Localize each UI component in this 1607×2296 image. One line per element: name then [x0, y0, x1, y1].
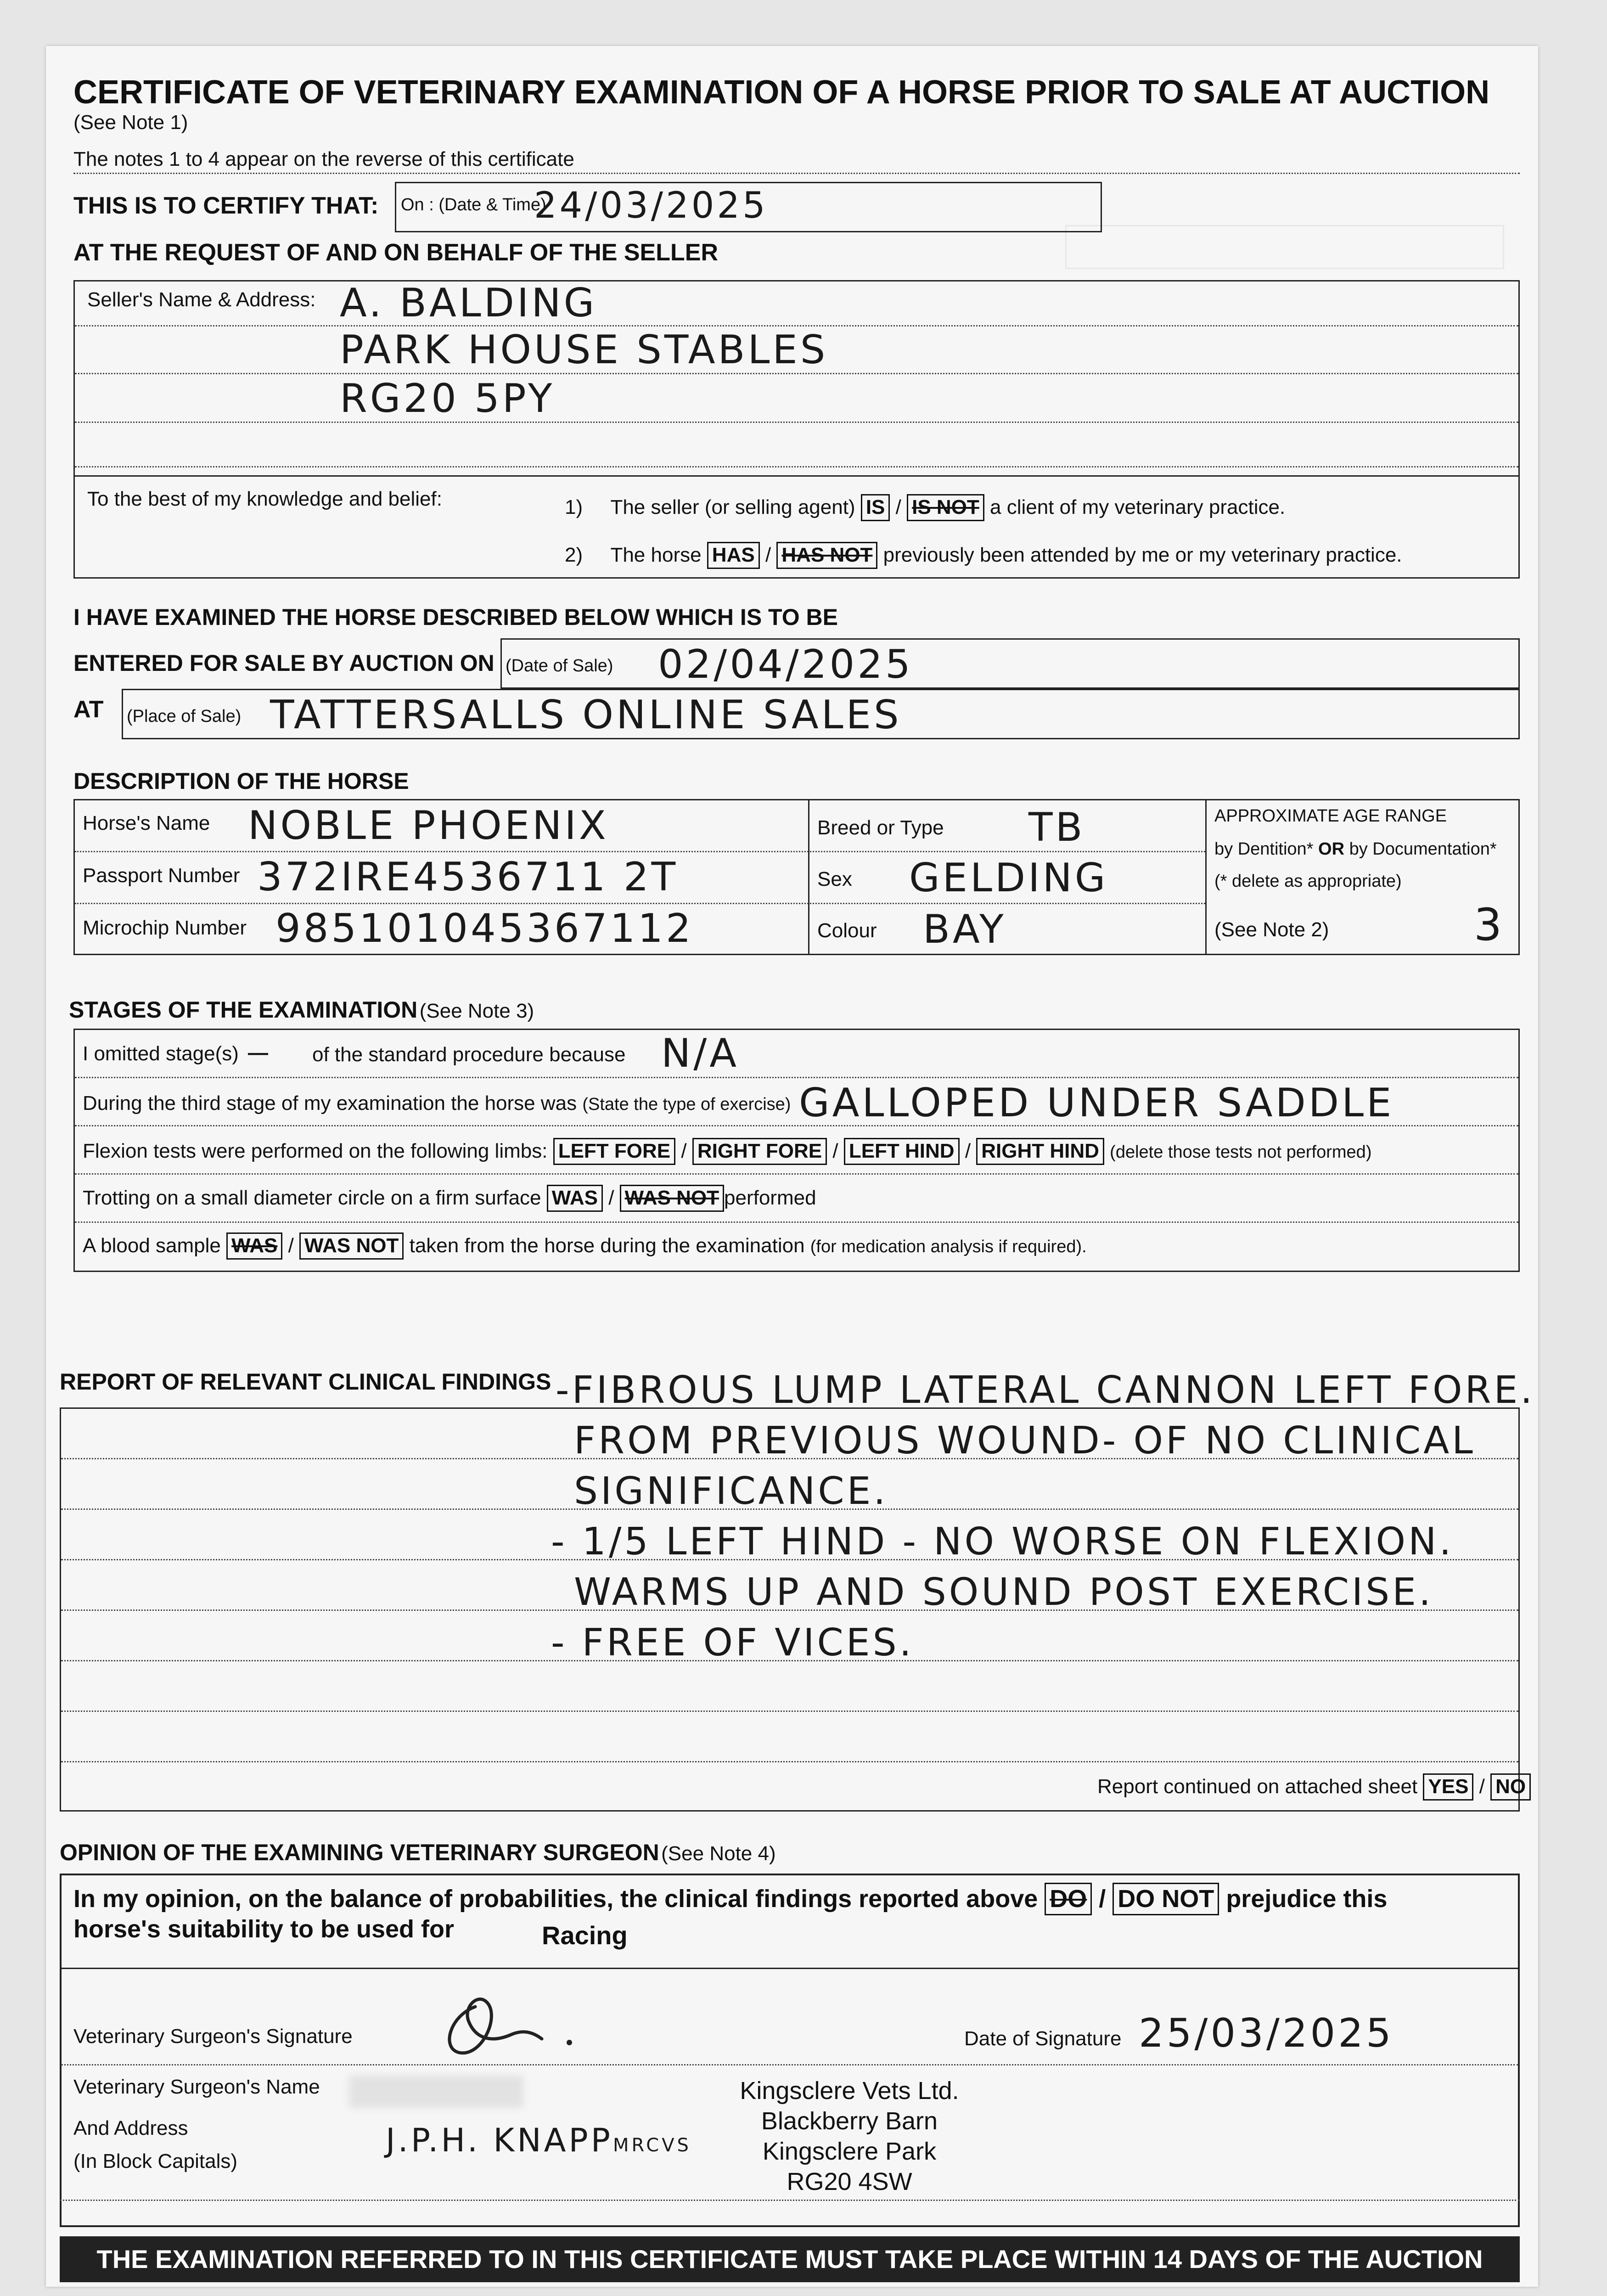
stages-see-note: (See Note 3)	[419, 1000, 534, 1022]
at-label: AT	[73, 696, 104, 723]
signature-date-label: Date of Signature	[964, 2027, 1122, 2050]
microchip-value[interactable]: 985101045367112	[275, 906, 694, 951]
certify-label: THIS IS TO CERTIFY THAT:	[73, 192, 379, 219]
item1-text: The seller (or selling agent)	[610, 496, 855, 518]
title-see-note: (See Note 1)	[73, 111, 188, 134]
report-title: REPORT OF RELEVANT CLINICAL FINDINGS	[60, 1369, 551, 1395]
opinion-see-note: (See Note 4)	[661, 1842, 776, 1865]
omitted-reason-value[interactable]: N/A	[661, 1030, 740, 1076]
flexion-right-fore[interactable]: RIGHT FORE	[692, 1138, 827, 1165]
signature-date-value[interactable]: 25/03/2025	[1139, 2010, 1394, 2056]
omitted-mid-text: of the standard procedure because	[312, 1043, 626, 1066]
third-stage-label	[83, 1092, 791, 1115]
practice-line: Kingsclere Vets Ltd.	[740, 2077, 959, 2105]
finding-line[interactable]: FROM PREVIOUS WOUND- OF NO CLINICAL	[574, 1419, 1476, 1463]
exam-date-label: On : (Date & Time)	[401, 195, 546, 214]
seller-address-line2[interactable]: RG20 5PY	[340, 376, 555, 422]
passport-value[interactable]: 372IRE4536711 2T	[257, 854, 679, 900]
age-documentation-option[interactable]: by Documentation*	[1349, 839, 1497, 859]
exercise-type-value[interactable]: GALLOPED UNDER SADDLE	[799, 1080, 1394, 1126]
trot-was-option[interactable]: WAS	[547, 1185, 603, 1212]
omitted-stages-value[interactable]: —	[248, 1041, 268, 1064]
entered-heading: ENTERED FOR SALE BY AUCTION ON	[73, 650, 494, 676]
sale-date-label: (Date of Sale)	[506, 656, 613, 675]
age-dentition-option[interactable]: by Dentition*	[1214, 839, 1314, 859]
horse-name-value[interactable]: NOBLE PHOENIX	[248, 803, 609, 849]
practice-stamp	[730, 2076, 969, 2197]
practice-line: Blackberry Barn	[761, 2107, 938, 2135]
third-stage-text: During the third stage of my examination the horse was	[83, 1092, 577, 1114]
item2-text: The horse	[610, 544, 702, 566]
sale-place-label: (Place of Sale)	[127, 707, 242, 726]
sex-label: Sex	[817, 868, 852, 890]
colour-value[interactable]: BAY	[923, 906, 1006, 952]
trot-label: Trotting on a small diameter circle on a firm surface	[83, 1187, 541, 1209]
vet-suffix: MRCVS	[612, 2135, 691, 2156]
opinion-heading	[60, 1839, 776, 1866]
finding-line[interactable]: - 1/5 LEFT HIND - NO WORSE ON FLEXION.	[551, 1520, 1454, 1564]
seller-address-line1[interactable]: PARK HOUSE STABLES	[340, 327, 828, 373]
item2-number: 2)	[565, 544, 583, 566]
sale-place-value: TATTERSALLS ONLINE SALES	[270, 692, 902, 738]
stages-heading	[69, 996, 534, 1023]
age-or: OR	[1318, 839, 1345, 859]
opinion-text-end: prejudice this	[1226, 1885, 1388, 1913]
vet-signature[interactable]	[432, 1988, 597, 2066]
passport-label: Passport Number	[83, 864, 240, 887]
vet-name-value[interactable]	[386, 2122, 691, 2159]
age-title: APPROXIMATE AGE RANGE	[1214, 806, 1447, 826]
blood-was-option[interactable]: WAS	[226, 1232, 282, 1260]
age-delete-note: (* delete as appropriate)	[1214, 872, 1402, 891]
client-is-option[interactable]: IS	[861, 494, 890, 521]
breed-value[interactable]: TB	[1028, 805, 1085, 850]
item2-sep: /	[765, 544, 771, 566]
opinion-line2: horse's suitability to be used for	[73, 1915, 454, 1943]
footer-banner: THE EXAMINATION REFERRED TO IN THIS CERTIFICATE MUST TAKE PLACE WITHIN 14 DAYS OF THE AUCTION	[60, 2236, 1520, 2282]
block-capitals-label: (In Block Capitals)	[73, 2150, 238, 2172]
stages-title: STAGES OF THE EXAMINATION	[69, 997, 418, 1023]
knowledge-label: To the best of my knowledge and belief:	[87, 488, 442, 510]
item1-number: 1)	[565, 496, 583, 518]
document-title: CERTIFICATE OF VETERINARY EXAMINATION OF A HORSE PRIOR TO SALE AT AUCTION	[73, 74, 1490, 111]
seller-name[interactable]: A. BALDING	[340, 280, 597, 326]
trot-row: Trotting on a small diameter circle on a firm surface WAS / WAS NOT performed	[83, 1185, 816, 1212]
signature-label: Veterinary Surgeon's Signature	[73, 2025, 353, 2048]
practice-line: Kingsclere Park	[762, 2138, 937, 2165]
blood-was-not-option[interactable]: WAS NOT	[299, 1232, 404, 1260]
flexion-right-hind[interactable]: RIGHT HIND	[976, 1138, 1104, 1165]
sale-place-field[interactable]	[122, 689, 1520, 739]
certificate-page	[46, 46, 1538, 2287]
finding-line[interactable]: SIGNIFICANCE.	[574, 1469, 888, 1513]
exam-date-field[interactable]	[395, 182, 1102, 232]
flexion-left-fore[interactable]: LEFT FORE	[553, 1138, 675, 1165]
horse-section-title: DESCRIPTION OF THE HORSE	[73, 768, 409, 794]
blood-row: A blood sample WAS / WAS NOT taken from the horse during the examination (for medication analysis if required).	[83, 1232, 1087, 1260]
knowledge-item2	[565, 542, 1402, 569]
continued-yes-option[interactable]: YES	[1423, 1773, 1473, 1801]
item1-sep: /	[895, 496, 901, 518]
sex-value[interactable]: GELDING	[909, 855, 1108, 901]
client-is-not-option[interactable]: IS NOT	[907, 494, 984, 521]
request-heading: AT THE REQUEST OF AND ON BEHALF OF THE SELLER	[73, 239, 718, 266]
flexion-note: (delete those tests not performed)	[1110, 1142, 1372, 1162]
attended-has-not-option[interactable]: HAS NOT	[776, 542, 877, 569]
opinion-do-option[interactable]: DO	[1045, 1883, 1092, 1915]
blood-post: taken from the horse during the examination	[409, 1234, 805, 1257]
report-continued-label: Report continued on attached sheet	[1097, 1775, 1418, 1798]
sale-date-field[interactable]	[500, 638, 1520, 689]
omitted-label: I omitted stage(s)	[83, 1042, 239, 1065]
opinion-text: In my opinion, on the balance of probabilities, the clinical findings reported above	[73, 1885, 1038, 1913]
vet-name: J.P.H. KNAPP	[386, 2122, 613, 2159]
flexion-left-hind[interactable]: LEFT HIND	[844, 1138, 960, 1165]
age-method	[1214, 839, 1497, 859]
sale-date-value: 02/04/2025	[658, 642, 913, 687]
trot-was-not-option[interactable]: WAS NOT	[620, 1185, 724, 1212]
breed-label: Breed or Type	[817, 816, 944, 839]
vet-address-label: And Address	[73, 2117, 188, 2139]
opinion-line1: In my opinion, on the balance of probabilities, the clinical findings reported above DO / DO NOT prejudice this	[73, 1883, 1387, 1915]
age-see-note: (See Note 2)	[1214, 918, 1329, 941]
trot-post: performed	[724, 1187, 816, 1209]
third-stage-hint: (State the type of exercise)	[582, 1095, 791, 1114]
flexion-label: Flexion tests were performed on the following limbs:	[83, 1140, 548, 1162]
horse-name-label: Horse's Name	[83, 812, 210, 834]
divider	[73, 173, 1520, 174]
finding-line[interactable]: WARMS UP AND SOUND POST EXERCISE.	[574, 1570, 1434, 1614]
opinion-do-not-option[interactable]: DO NOT	[1113, 1883, 1219, 1915]
age-value[interactable]: 3	[1474, 899, 1505, 951]
seller-label: Seller's Name & Address:	[87, 288, 316, 311]
knowledge-item1	[565, 494, 1285, 521]
finding-line[interactable]: -FIBROUS LUMP LATERAL CANNON LEFT FORE.	[556, 1368, 1535, 1412]
intended-use-value[interactable]: Racing	[542, 1921, 628, 1950]
flexion-row: Flexion tests were performed on the following limbs: LEFT FORE / RIGHT FORE / LEFT HIND / RIGHT HIND (delete those tests not performed)	[83, 1138, 1371, 1165]
microchip-label: Microchip Number	[83, 917, 247, 939]
attended-has-option[interactable]: HAS	[707, 542, 760, 569]
blood-note: (for medication analysis if required).	[810, 1237, 1087, 1256]
redacted-stamp	[349, 2076, 523, 2108]
continued-no-option[interactable]: NO	[1490, 1773, 1531, 1801]
blood-label: A blood sample	[83, 1234, 221, 1257]
vet-name-label: Veterinary Surgeon's Name	[73, 2076, 320, 2098]
show-through-shading	[1065, 225, 1504, 269]
notes-line: The notes 1 to 4 appear on the reverse of this certificate	[73, 148, 574, 170]
item1-post: a client of my veterinary practice.	[990, 496, 1286, 518]
colour-label: Colour	[817, 919, 877, 942]
practice-line: RG20 4SW	[787, 2168, 912, 2195]
opinion-title: OPINION OF THE EXAMINING VETERINARY SURGEON	[60, 1840, 659, 1865]
report-continued-row: Report continued on attached sheet YES / NO	[1097, 1773, 1531, 1801]
item2-post: previously been attended by me or my veterinary practice.	[883, 544, 1402, 566]
finding-line[interactable]: - FREE OF VICES.	[551, 1621, 914, 1665]
exam-date-value: 24/03/2025	[534, 185, 768, 226]
examined-heading: I HAVE EXAMINED THE HORSE DESCRIBED BELOW WHICH IS TO BE	[73, 604, 838, 630]
